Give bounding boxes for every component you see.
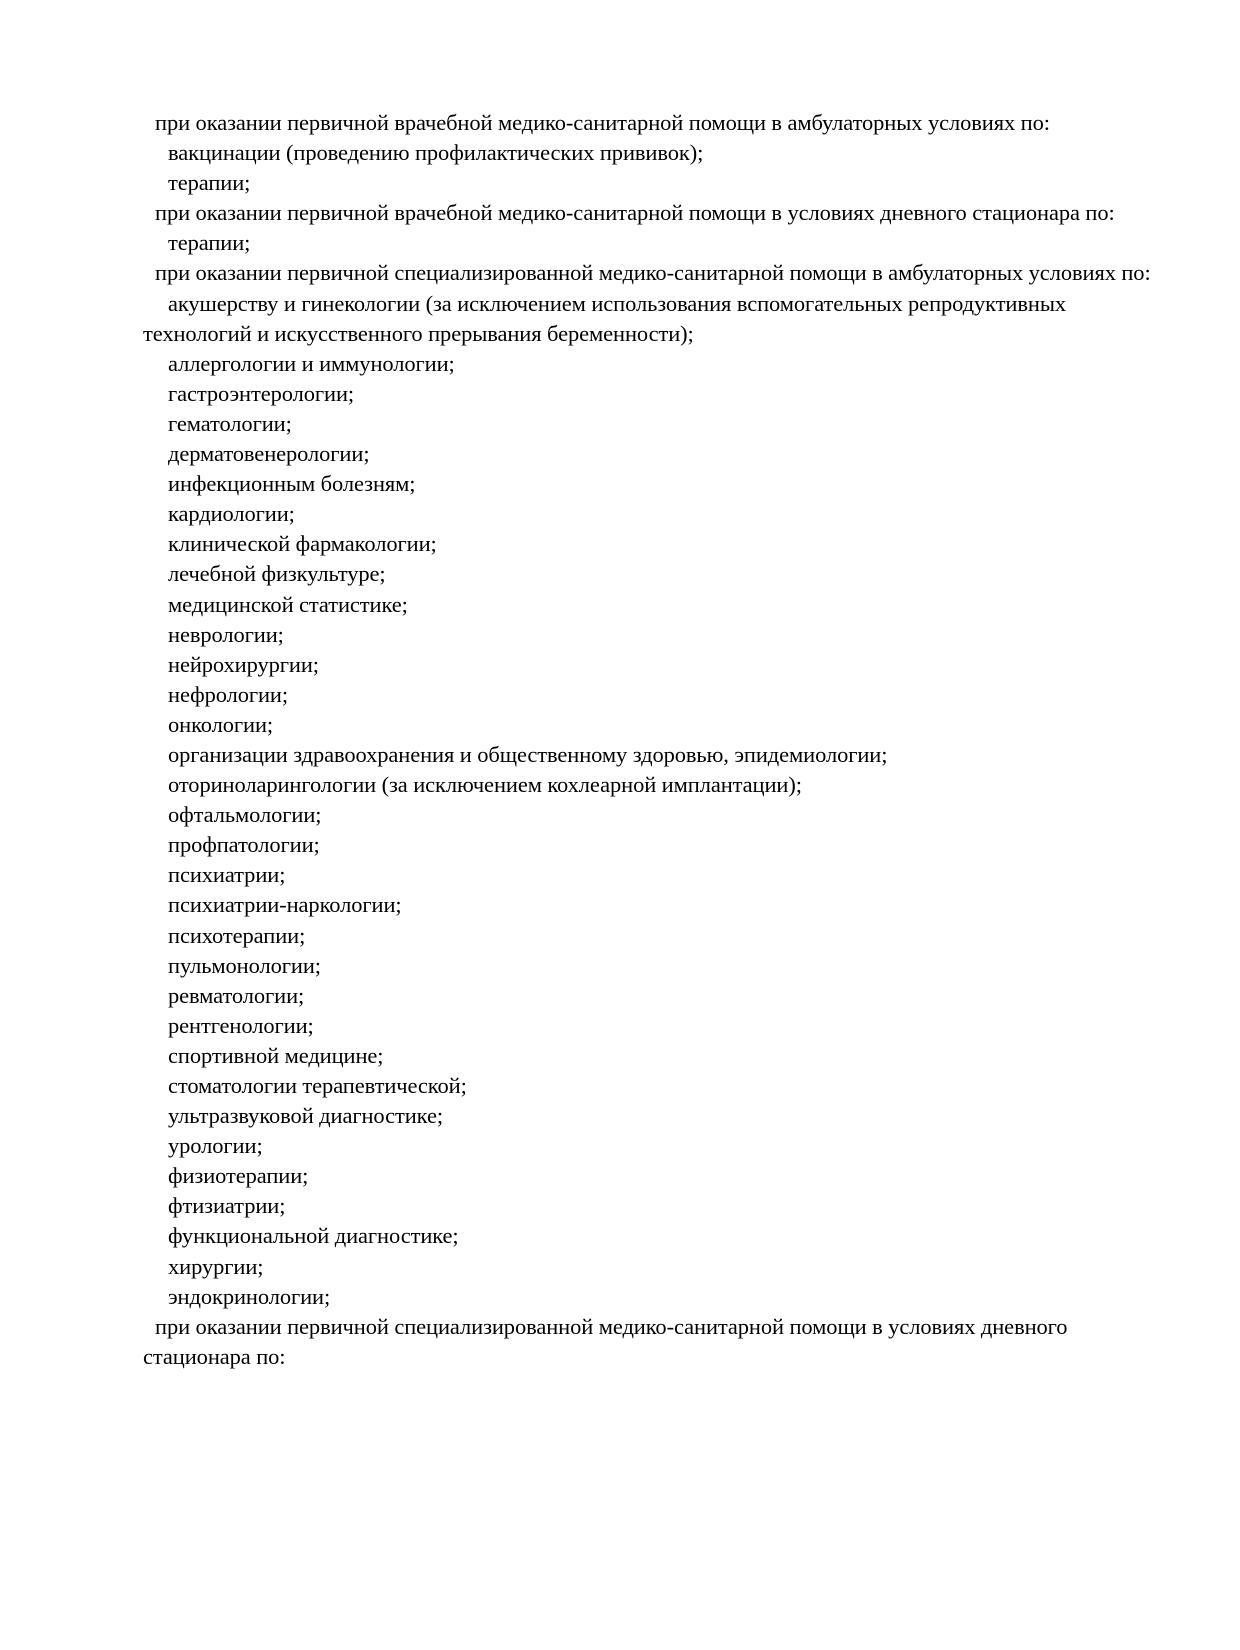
list-item: офтальмологии; [168,802,322,828]
list-item: нейрохирургии; [168,651,319,677]
list-item: лечебной физкультуре; [168,561,386,587]
list-item: эндокринологии; [168,1283,331,1309]
list-item: гастроэнтерологии; [168,380,355,406]
list-item: онкологии; [168,711,274,737]
list-item: профпатологии; [168,832,320,858]
list-item: гематологии; [168,410,292,436]
list-item: организации здравоохранения и общественному здоровью, эпидемиологии; [168,741,888,767]
list-item: фтизиатрии; [168,1193,286,1219]
list-item: пульмонологии; [168,952,321,978]
section-heading: при оказании первичной врачебной медико-санитарной помощи в амбулаторных условиях по: [155,110,1050,135]
document-page [143,108,1153,1372]
list-item: акушерству и гинекологии (за исключением использования вспомогательных репродуктивных технологий и искусственного прерывания беременности); [143,290,1067,346]
list-item: неврологии; [168,621,284,647]
list-item: рентгенологии; [168,1012,314,1038]
section-heading: при оказании первичной специализированной медико-санитарной помощи в амбулаторных условиях по: [155,260,1151,286]
list-item: дерматовенерологии; [168,441,370,467]
list-item: терапии; [168,230,251,256]
list-item: спортивной медицине; [168,1042,384,1068]
list-item: вакцинации (проведению профилактических прививок); [168,140,704,166]
list-item: ультразвуковой диагностике; [168,1103,443,1129]
list-item: оториноларингологии (за исключением кохлеарной имплантации); [168,772,802,798]
list-item: психотерапии; [168,922,306,948]
list-item: психиатрии; [168,862,286,888]
list-item: медицинской статистике; [168,591,408,617]
list-item: нефрологии; [168,681,289,707]
list-item: ревматологии; [168,982,305,1008]
list-item: аллергологии и иммунологии; [168,350,455,376]
section-heading: при оказании первичной врачебной медико-санитарной помощи в условиях дневного стационара по: [155,200,1115,226]
list-item: урологии; [168,1133,263,1159]
section-heading: при оказании первичной специализированной медико-санитарной помощи в условиях дневного стационара по: [143,1313,1068,1369]
list-item: кардиологии; [168,501,295,527]
list-item: инфекционным болезням; [168,471,416,497]
list-item: терапии; [168,170,251,196]
list-item: стоматологии терапевтической; [168,1073,467,1098]
list-item: физиотерапии; [168,1163,309,1189]
list-item: психиатрии-наркологии; [168,892,402,918]
list-item: хирургии; [168,1253,264,1279]
list-item: функциональной диагностике; [168,1223,459,1249]
list-item: клинической фармакологии; [168,531,437,557]
